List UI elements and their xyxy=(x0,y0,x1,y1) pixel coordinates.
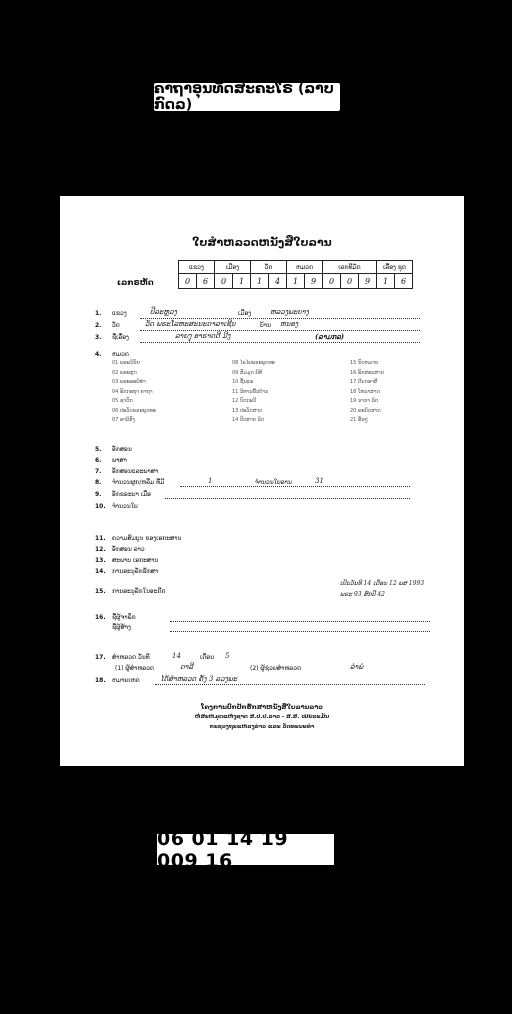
row-num: 10. xyxy=(95,503,106,510)
code-digit: 0 xyxy=(215,274,233,289)
field-num: 4. xyxy=(95,351,102,358)
field-value: ວັດ ພຣະໂລຫະສະນະດາລາເຊີນ xyxy=(145,320,236,328)
category-option: 12 ບົດກະວີ xyxy=(232,398,257,404)
code-header: ເລກທີມັດ xyxy=(323,261,377,274)
header-label: ຄາຖາອຸນທັດສະຄະໂຣ (ລາບກົດລ) xyxy=(154,83,340,111)
category-option: 20 ຄະນິດສາດ xyxy=(350,407,381,414)
row-line xyxy=(180,486,410,487)
row-num: 14. xyxy=(95,568,106,575)
document-title: ໃບສຳຫລວດຫນັງສືໃບລານ xyxy=(192,236,332,249)
category-option: 11 ນິທານພື້ນບ້ານ xyxy=(232,388,269,395)
row-extra-label: (2) ຜູ້ຊ່ວຍສຳຫລວດ xyxy=(250,665,301,672)
code-label: ເລກຣຫັດ xyxy=(117,278,154,287)
row-label: ພາສາ xyxy=(112,457,127,464)
row-label: ຊື່ຜູ້ສ້າງ xyxy=(112,624,131,631)
survey-document xyxy=(60,196,464,766)
footer-line: ຫໍສະຫມຸດແຫ່ງຊາດ ສ.ປ.ປ.ລາວ - ສ.ສ. ເຢຍລະມັນ xyxy=(194,714,330,720)
row-num: 8. xyxy=(95,479,102,486)
row-line xyxy=(165,498,410,499)
field-label: ຊື່ເລື່ອງ xyxy=(112,334,129,341)
category-option: 14 ປຶດສາຍ ລິດ xyxy=(232,417,265,423)
code-digit: 6 xyxy=(395,274,413,289)
row-extra-label: ເດືອນ xyxy=(200,654,215,661)
footer-line: ໂຄງການປົກປັກຮັກສາຫນັງສືໃບລານລາວ xyxy=(201,703,323,711)
field-line xyxy=(140,318,420,319)
row-line xyxy=(155,684,425,685)
field-extra-value: (ລາມກລ) xyxy=(315,332,345,341)
row-label: ອັກຂຣະບາ ເມື່ອ xyxy=(112,491,151,498)
category-column-3 xyxy=(350,360,384,427)
category-column-1 xyxy=(112,360,156,427)
row-label: ຈຳນວນໃບ xyxy=(112,503,138,510)
code-digit: 1 xyxy=(251,274,269,289)
field-label: ຫມວດ xyxy=(112,351,129,358)
row-extra-label: ຈຳນວນໃບລານ xyxy=(255,479,292,486)
row-num: 15. xyxy=(95,588,106,595)
code-table xyxy=(178,260,413,289)
field-extra-label: ບ້ານ xyxy=(260,322,271,329)
category-option: 19 ນາກາ ລິດ xyxy=(350,398,379,404)
code-header: ວັດ xyxy=(251,261,287,274)
category-option: 15 ກົດຫມາຍ xyxy=(350,360,379,366)
row-extra-value: ລຳພໍ xyxy=(350,663,364,671)
row-label: ຄວາມສົມບູນ ຂອງເອກະສານ xyxy=(112,535,182,542)
category-option: 10 ຊັ້ນແອ xyxy=(232,379,254,385)
code-digit: 1 xyxy=(287,274,305,289)
category-option: 03 ພຣະອະພິທຳ xyxy=(112,379,146,385)
row-num: 9. xyxy=(95,491,102,498)
row-label: ອັກສອນ ລາວ xyxy=(112,546,145,553)
code-digit: 0 xyxy=(341,274,359,289)
row-num: 11. xyxy=(95,535,106,542)
field-label: ແຂວງ xyxy=(112,310,127,317)
category-option: 09 ສົມມຸດ ພິທີ xyxy=(232,369,263,376)
category-option: 08 ໄຂໄພພຣະພຸດທະ xyxy=(232,360,275,366)
code-header: ຫມວດ xyxy=(287,261,323,274)
bottom-code-label: 06 01 14 19 009 16 xyxy=(157,834,334,865)
field-value: ລາຍງຸ ອາຣາດດີ ມີງ xyxy=(175,332,231,340)
category-option: 05 ຊາດົກ xyxy=(112,398,133,404)
category-option: 01 ພຣະວິນັຍ xyxy=(112,360,140,366)
field-extra-value: ຫນອງ xyxy=(280,320,299,328)
code-digit: 0 xyxy=(179,274,197,289)
field-value: ປີລະຫຼວງ xyxy=(150,308,177,316)
row-label: ອັກສອນແລະພາສາ xyxy=(112,468,159,475)
category-option: 13 ປະວັດສາດ xyxy=(232,407,263,414)
survey-date-right: ເປັນວັນທີ 14 ເດືອນ 12 ພສ 1993 xyxy=(340,580,425,587)
field-label: ວັດ xyxy=(112,322,120,329)
row-label: ສຳຫລວດ ວັນທີ xyxy=(112,654,150,661)
code-digit: 9 xyxy=(359,274,377,289)
footer-line: ກະຊວງຖະແຫລງຂ່າວ ແລະ ວັດທະນະທຳ xyxy=(209,724,315,730)
category-option: 18 ໂຫລາສາດ xyxy=(350,388,380,395)
code-digit: 6 xyxy=(197,274,215,289)
code-digit: 1 xyxy=(233,274,251,289)
row-value: ໄດ້ສຳຫລວດ ຄັ້ງ 3 ລວງພະ xyxy=(160,675,238,683)
survey-date-right: ພຣະ 93 ສົກປີ 42 xyxy=(340,591,385,598)
row-num: 16. xyxy=(95,614,106,621)
row-extra-value: 31 xyxy=(315,477,324,485)
row-label: ຈຳນວນຜູກ/ຫລືມ ທີ່ມີ xyxy=(112,479,165,486)
row-label: ສະພາບ ເອກະສານ xyxy=(112,557,159,564)
code-header: ເມືອງ xyxy=(215,261,251,274)
row-label: ຊື່ຜູ້ຈາຣຶກ xyxy=(112,614,136,621)
row-num: 12. xyxy=(95,546,106,553)
row-label: ຫມາຍເຫດ xyxy=(112,677,140,684)
row-line xyxy=(170,621,430,622)
row-num: 13. xyxy=(95,557,106,564)
code-digit: 1 xyxy=(377,274,395,289)
category-option: 06 ປະວັດພຣະພຸດທະ xyxy=(112,407,156,414)
row-num: 18. xyxy=(95,677,106,684)
category-option: 04 ອັກກະຖາ ຄາຖາ xyxy=(112,388,153,395)
row-value: 1 xyxy=(208,477,213,485)
code-digit: 4 xyxy=(269,274,287,289)
row-num: 17. xyxy=(95,654,106,661)
row-value: ດາລີ xyxy=(180,663,194,671)
row-extra-value: 5 xyxy=(225,652,230,660)
row-num: 7. xyxy=(95,468,102,475)
row-value: 14 xyxy=(172,652,181,660)
category-option: 16 ອັກສອນສາດ xyxy=(350,369,384,376)
category-option: 02 ພຣະສູດ xyxy=(112,369,137,376)
field-extra-value: ຫລວງພະບາງ xyxy=(270,308,309,316)
category-option: 21 ອື່ນໆ xyxy=(350,417,368,423)
code-header: ແຂວງ xyxy=(179,261,215,274)
field-num: 2. xyxy=(95,322,102,329)
row-num: 6. xyxy=(95,457,102,464)
field-line xyxy=(140,342,420,343)
code-header: ເລື່ອງ ຊຸດ xyxy=(377,261,413,274)
field-line xyxy=(140,330,420,331)
code-digit: 9 xyxy=(305,274,323,289)
category-option: 07 ອານິສົງ xyxy=(112,417,136,423)
row-num: 5. xyxy=(95,446,102,453)
row-label: ອັກສອນ xyxy=(112,446,132,453)
category-option: 17 ດີນດອາສີ xyxy=(350,379,378,385)
row-label: (1) ຜູ້ສຳຫລວດ xyxy=(115,665,154,672)
field-num: 1. xyxy=(95,310,102,317)
row-label: ການອະນຸລັກຮັກສາ xyxy=(112,568,159,575)
field-num: 3. xyxy=(95,334,102,341)
row-line xyxy=(170,631,430,632)
code-digit: 0 xyxy=(323,274,341,289)
category-column-2 xyxy=(232,360,275,427)
field-extra-label: ເມືອງ xyxy=(238,310,252,317)
row-label: ການອະນຸລັກໃນອະດີດ xyxy=(112,588,166,595)
